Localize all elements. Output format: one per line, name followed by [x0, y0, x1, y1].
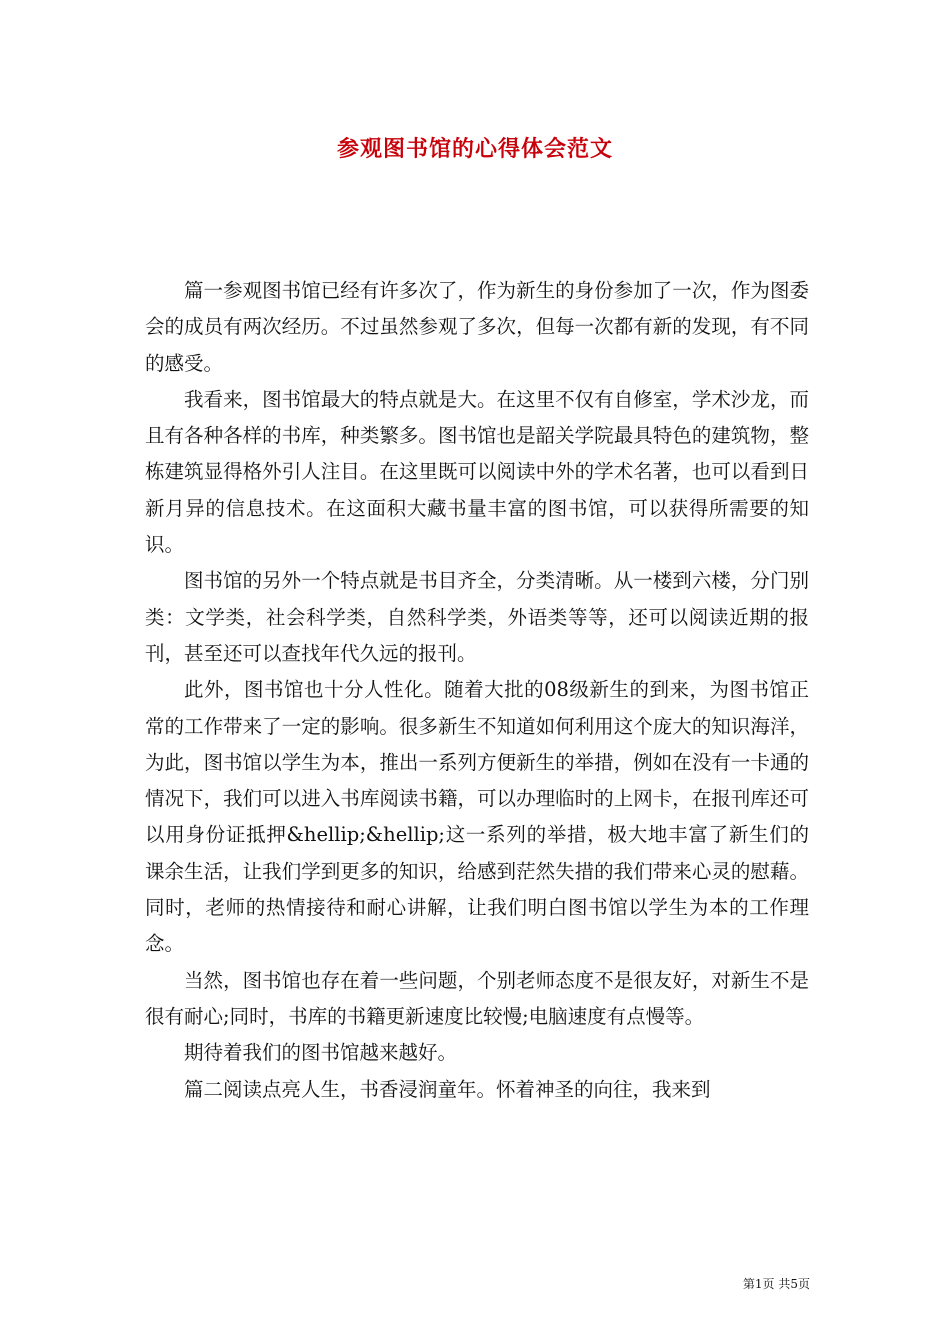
paragraph-2: 我看来，图书馆最大的特点就是大。在这里不仅有自修室，学术沙龙，而且有各种各样的书库，种类繁多。图书馆也是韶关学院最具特色的建筑物，整栋建筑显得格外引人注目。在这里既可以阅读中外的学术名著，也可以看到日新月异的信息技术。在这面积大藏书量丰富的图书馆，可以获得所需要的知识。: [145, 387, 809, 557]
footer-prefix: 第: [742, 1277, 755, 1291]
document-body: [145, 273, 809, 1108]
paragraph-7: 篇二阅读点亮人生，书香浸润童年。怀着神圣的向往，我来到: [184, 1077, 711, 1101]
document-title: 参观图书馆的心得体会范文: [336, 136, 613, 162]
footer-middle: 页 共: [762, 1277, 791, 1291]
paragraph-3: 图书馆的另外一个特点就是书目齐全，分类清晰。从一楼到六楼，分门别类：文学类，社会科学类，自然科学类，外语类等等，还可以阅读近期的报刊，甚至还可以查找年代久远的报刊。: [145, 569, 809, 665]
footer-current-page: 1: [754, 1277, 763, 1291]
page-number-footer: [660, 1276, 810, 1292]
footer-suffix: 页: [797, 1277, 810, 1291]
footer-total-pages: 5: [790, 1277, 798, 1291]
paragraph-4: 此外，图书馆也十分人性化。随着大批的08级新生的到来，为图书馆正常的工作带来了一定的影响。很多新生不知道如何利用这个庞大的知识海洋，为此，图书馆以学生为本，推出一系列方便新生的举措，例如在没有一卡通的情况下，我们可以进入书库阅读书籍，可以办理临时的上网卡，在报刊库还可以用身份证抵押&hellip;&hellip;这一系列的举措，极大地丰富了新生们的课余生活，让我们学到更多的知识，给感到茫然失措的我们带来心灵的慰藉。同时，老师的热情接待和耐心讲解，让我们明白图书馆以学生为本的工作理念。: [145, 678, 809, 956]
paragraph-6: 期待着我们的图书馆越来越好。: [184, 1041, 458, 1065]
paragraph-5: 当然，图书馆也存在着一些问题，个别老师态度不是很友好，对新生不是很有耐心;同时，书库的书籍更新速度比较慢;电脑速度有点慢等。: [145, 968, 809, 1028]
paragraph-1: 篇一参观图书馆已经有许多次了，作为新生的身份参加了一次，作为图委会的成员有两次经历。不过虽然参观了多次，但每一次都有新的发现，有不同的感受。: [145, 279, 809, 375]
